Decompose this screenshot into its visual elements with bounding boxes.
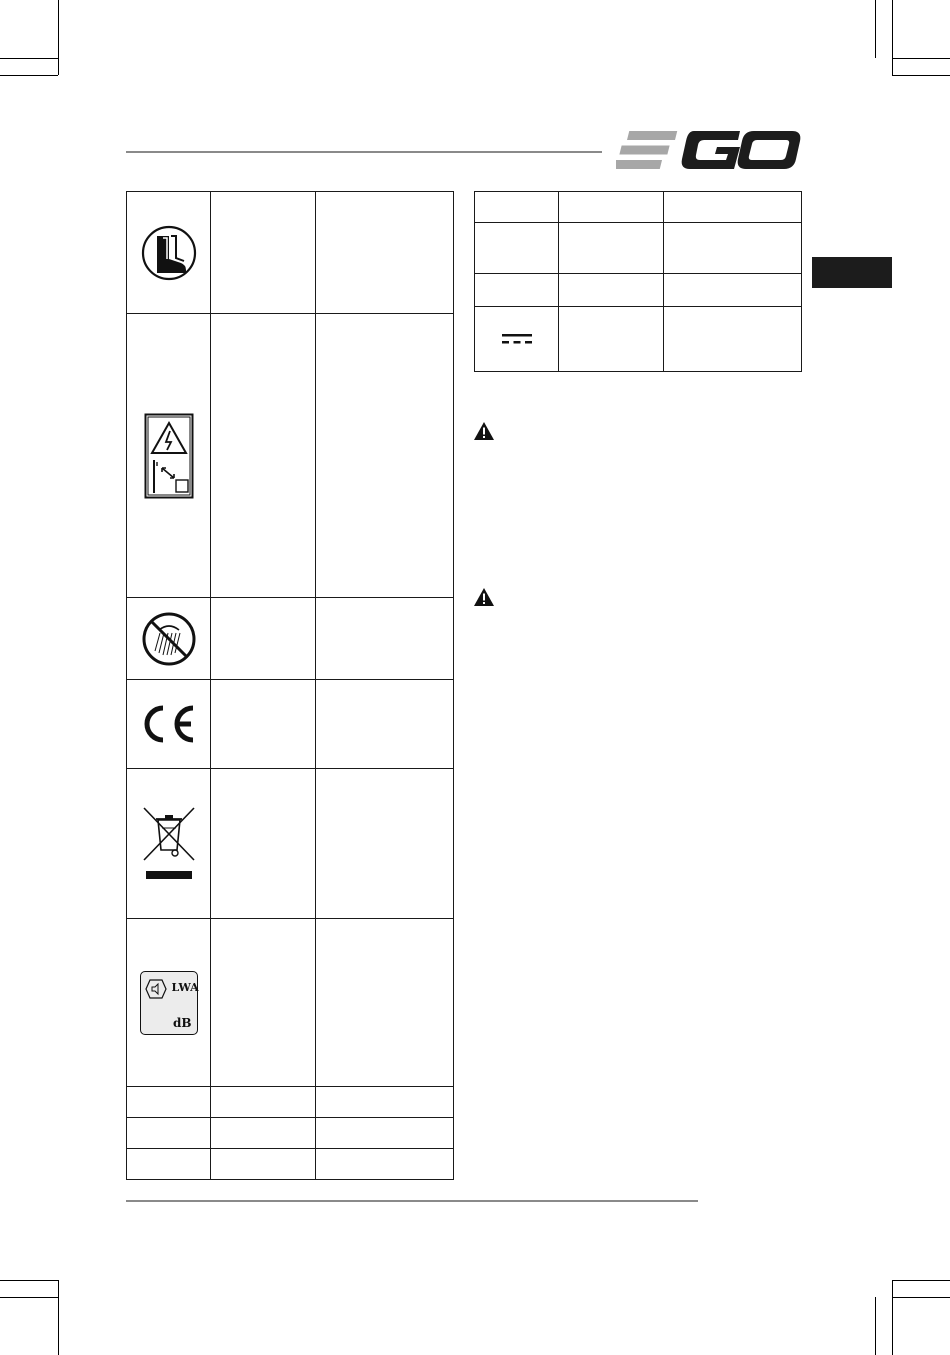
crop-mark — [892, 1280, 893, 1355]
db-label: dB — [172, 1015, 192, 1030]
crop-mark — [892, 0, 893, 75]
electric-shock-distance-icon — [144, 413, 194, 499]
symbol-cell — [127, 192, 211, 314]
symbol-description-cell — [316, 1149, 454, 1180]
table-row — [127, 314, 454, 598]
symbol-name-cell — [211, 919, 316, 1087]
symbol-description-cell — [316, 769, 454, 919]
lwa-label: LWA — [171, 980, 199, 994]
weee-crossed-bin-icon — [142, 804, 196, 884]
table-row — [127, 1087, 454, 1118]
table-row — [475, 274, 802, 307]
symbol-name-cell — [211, 1149, 316, 1180]
safety-boots-icon — [140, 224, 198, 282]
symbol-description-cell — [316, 598, 454, 680]
no-rain-icon — [141, 611, 197, 667]
symbol-description-cell — [316, 680, 454, 769]
crop-mark — [0, 75, 58, 76]
table-row — [127, 1118, 454, 1149]
symbols-table — [126, 191, 454, 1180]
symbol-cell — [127, 1149, 211, 1180]
symbol-description-cell — [316, 314, 454, 598]
symbol-cell — [127, 598, 211, 680]
unit-symbol-cell — [475, 223, 559, 274]
warning-triangle-icon — [473, 587, 495, 607]
crop-mark — [892, 75, 950, 76]
crop-mark — [892, 58, 950, 59]
symbol-name-cell — [211, 1118, 316, 1149]
symbol-cell — [127, 1118, 211, 1149]
direct-current-icon — [501, 332, 533, 346]
table-row — [127, 919, 454, 1087]
crop-mark — [0, 1280, 58, 1281]
unit-symbol-cell — [475, 192, 559, 223]
unit-description-cell — [664, 192, 802, 223]
symbol-name-cell — [211, 314, 316, 598]
unit-description-cell — [664, 274, 802, 307]
unit-symbol-cell — [475, 274, 559, 307]
crop-mark — [58, 0, 59, 75]
warning-triangle-icon — [473, 421, 495, 441]
symbol-description-cell — [316, 1087, 454, 1118]
crop-mark — [0, 1297, 58, 1298]
crop-mark — [892, 1297, 950, 1298]
table-row — [127, 769, 454, 919]
symbol-name-cell — [211, 680, 316, 769]
unit-name-cell — [559, 307, 664, 372]
symbol-name-cell — [211, 192, 316, 314]
symbol-description-cell — [316, 1118, 454, 1149]
language-tab-marker — [812, 257, 892, 288]
symbol-name-cell — [211, 1087, 316, 1118]
crop-mark — [892, 1280, 950, 1281]
unit-description-cell — [664, 223, 802, 274]
ce-mark-icon — [139, 702, 199, 746]
unit-name-cell — [559, 192, 664, 223]
symbol-name-cell — [211, 598, 316, 680]
symbol-name-cell — [211, 769, 316, 919]
symbol-cell — [127, 1087, 211, 1118]
symbol-description-cell — [316, 919, 454, 1087]
symbol-cell — [127, 314, 211, 598]
symbol-description-cell — [316, 192, 454, 314]
table-row — [475, 307, 802, 372]
unit-name-cell — [559, 274, 664, 307]
sound-power-lwa-icon — [140, 971, 198, 1035]
crop-mark — [58, 1280, 59, 1355]
symbol-cell — [127, 680, 211, 769]
units-table — [474, 191, 802, 372]
symbol-cell — [127, 919, 211, 1087]
table-row — [127, 598, 454, 680]
crop-mark — [875, 1297, 876, 1355]
table-row — [127, 680, 454, 769]
unit-symbol-cell — [475, 307, 559, 372]
table-row — [475, 192, 802, 223]
crop-mark — [0, 58, 58, 59]
table-row — [127, 192, 454, 314]
unit-description-cell — [664, 307, 802, 372]
footer-rule — [126, 1200, 698, 1202]
symbol-cell — [127, 769, 211, 919]
table-row — [127, 1149, 454, 1180]
unit-name-cell — [559, 223, 664, 274]
table-row — [475, 223, 802, 274]
header-rule — [126, 151, 602, 153]
ego-logo — [616, 128, 802, 172]
crop-mark — [875, 0, 876, 58]
